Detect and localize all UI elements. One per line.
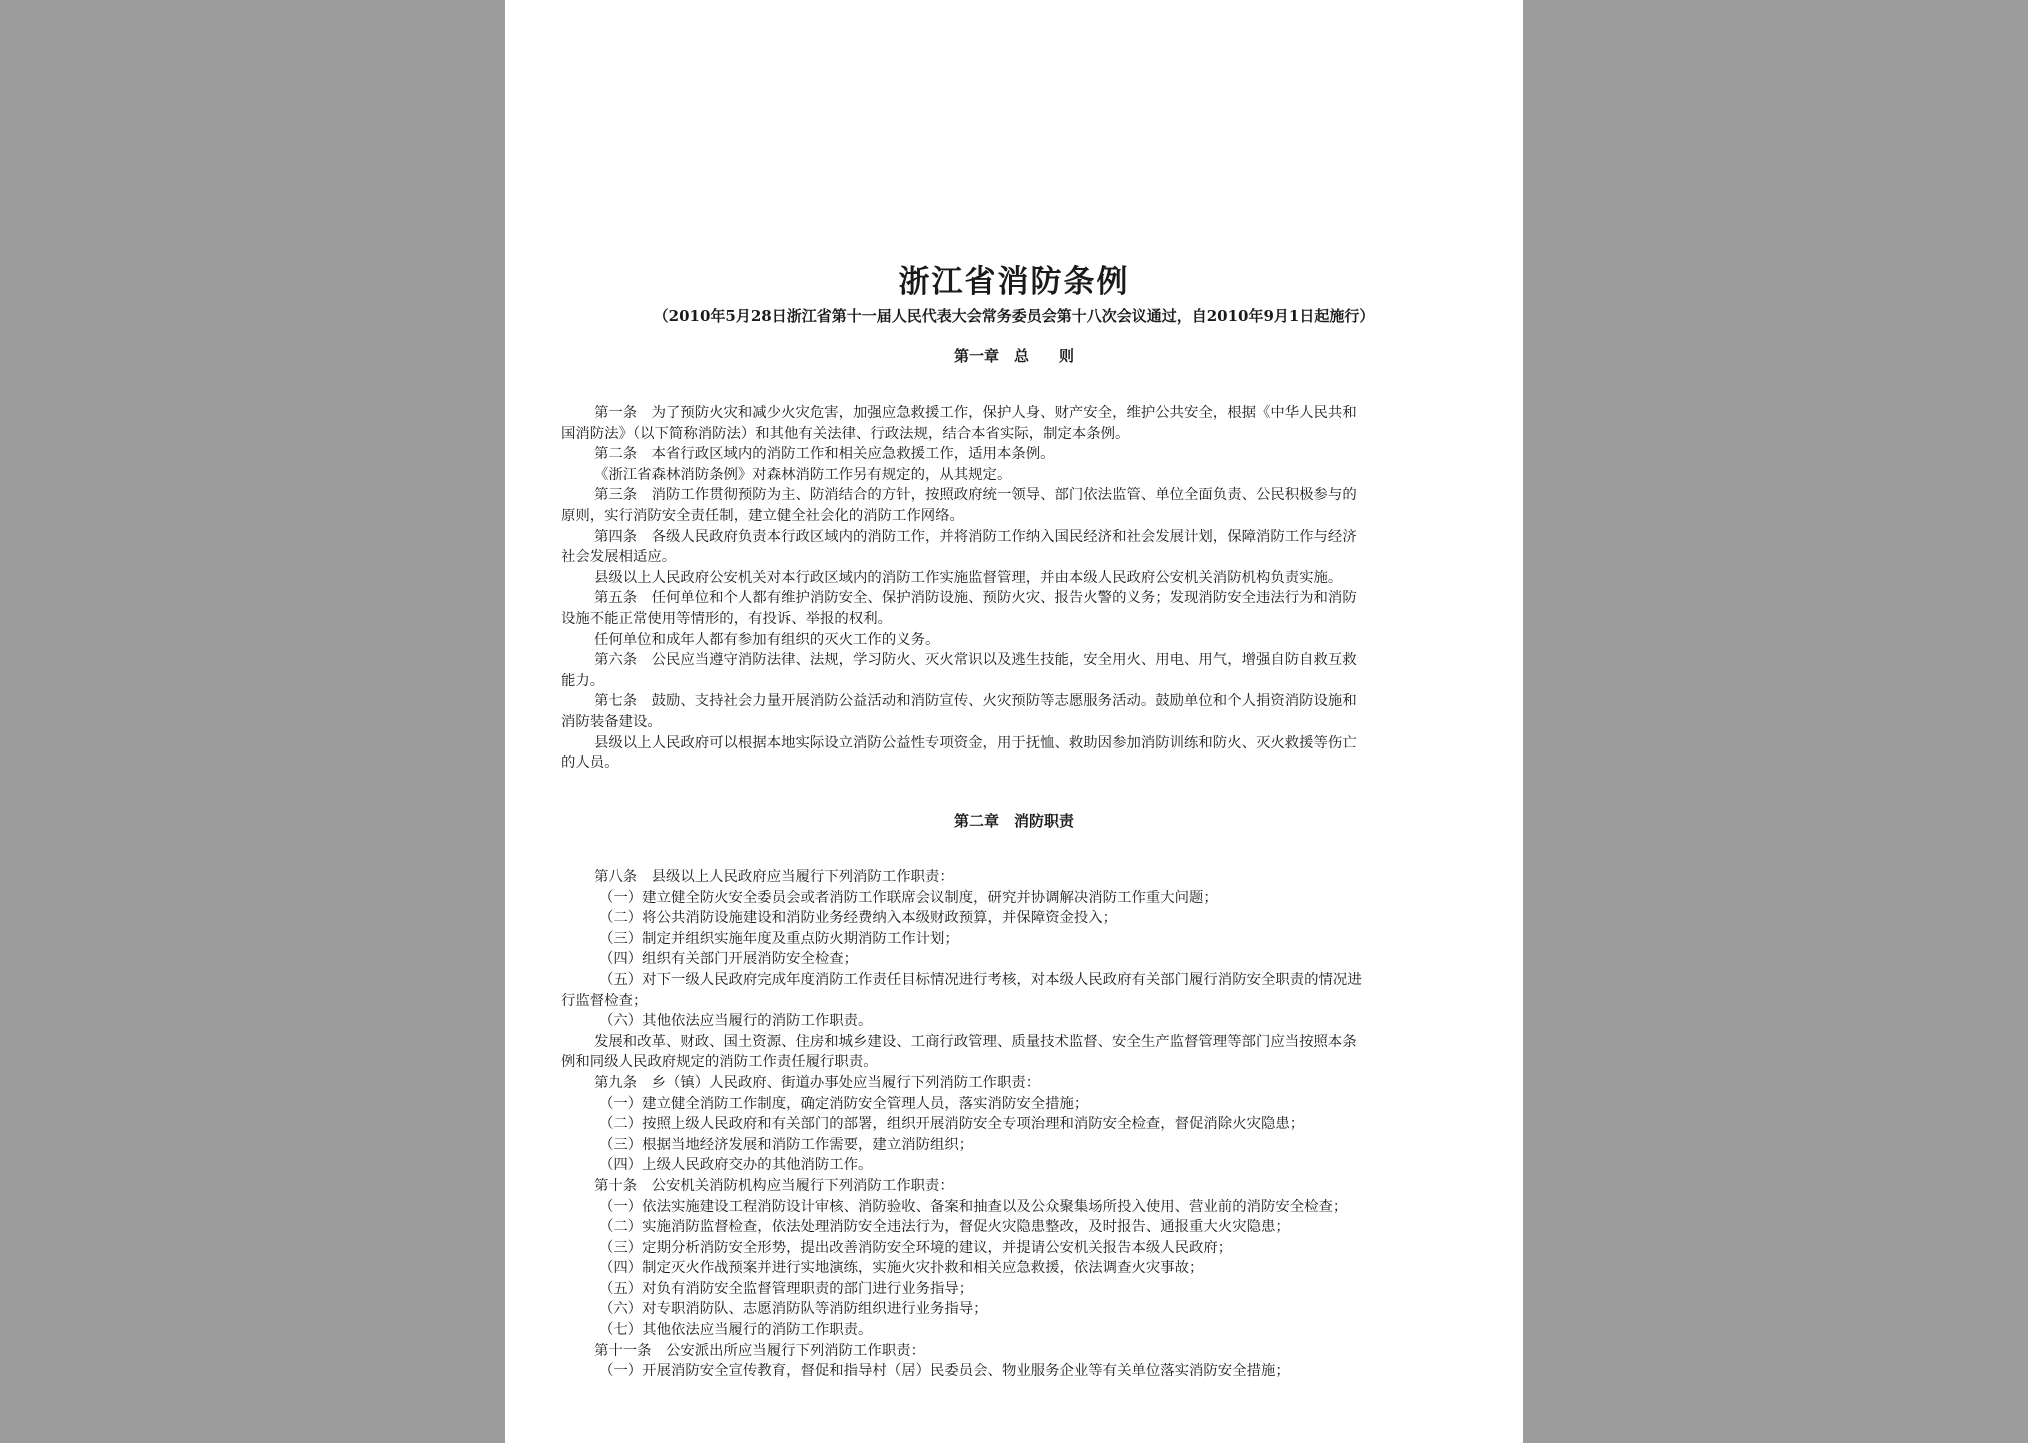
document-title: 浙江省消防条例 [898, 264, 1130, 300]
paragraph-line: 国消防法》（以下简称消防法）和其他有关法律、行政法规，结合本省实际，制定本条例。 [561, 425, 1130, 442]
paragraph-line: 《浙江省森林消防条例》对森林消防工作另有规定的，从其规定。 [594, 466, 1012, 483]
list-item: （六）对专职消防队、志愿消防队等消防组织进行业务指导； [599, 1301, 988, 1318]
paragraph-line: 第十一条 公安派出所应当履行下列消防工作职责： [594, 1342, 925, 1359]
list-item: （四）制定灭火作战预案并进行实地演练，实施火灾扑救和相关应急救援，依法调查火灾事故； [599, 1260, 1204, 1277]
paragraph-line: 第四条 各级人民政府负责本行政区域内的消防工作，并将消防工作纳入国民经济和社会发展计划，保障消防工作与经济 [594, 528, 1357, 545]
paragraph-line: 第三条 消防工作贯彻预防为主、防消结合的方针，按照政府统一领导、部门依法监管、单位全面负责、公民积极参与的 [594, 487, 1357, 504]
paragraph-line: 第十条 公安机关消防机构应当履行下列消防工作职责： [594, 1177, 954, 1194]
paragraph-line: 第七条 鼓励、支持社会力量开展消防公益活动和消防宣传、火灾预防等志愿服务活动。鼓励单位和个人捐资消防设施和 [594, 693, 1357, 710]
paragraph-line: 第九条 乡（镇）人民政府、街道办事处应当履行下列消防工作职责： [594, 1074, 1041, 1091]
list-item: （二）按照上级人民政府和有关部门的部署，组织开展消防安全专项治理和消防安全检查，督促消除火灾隐患； [599, 1116, 1305, 1133]
list-item: （三）根据当地经济发展和消防工作需要，建立消防组织； [599, 1136, 974, 1153]
paragraph-line: 县级以上人民政府可以根据本地实际设立消防公益性专项资金，用于抚恤、救助因参加消防训练和防火、灭火救援等伤亡 [594, 734, 1357, 751]
list-item: （三）制定并组织实施年度及重点防火期消防工作计划； [599, 930, 959, 947]
paragraph-line: 第一条 为了预防火灾和减少火灾危害，加强应急救援工作，保护人身、财产安全，维护公共安全，根据《中华人民共和 [594, 405, 1357, 421]
list-item: （六）其他依法应当履行的消防工作职责。 [599, 1013, 873, 1030]
paragraph-line: 县级以上人民政府公安机关对本行政区域内的消防工作实施监督管理，并由本级人民政府公安机关消防机构负责实施。 [594, 569, 1343, 586]
paragraph-line: 任何单位和成年人都有参加有组织的灭火工作的义务。 [594, 631, 940, 648]
paragraph-line: 第八条 县级以上人民政府应当履行下列消防工作职责： [594, 869, 954, 885]
paragraph-line: 原则，实行消防安全责任制，建立健全社会化的消防工作网络。 [561, 507, 964, 524]
list-item: （二）实施消防监督检查，依法处理消防安全违法行为，督促火灾隐患整改，及时报告、通报重大火灾隐患； [599, 1219, 1290, 1236]
paragraph-line: 例和同级人民政府规定的消防工作责任履行职责。 [561, 1054, 878, 1071]
paragraph-line: 社会发展相适应。 [561, 549, 677, 566]
list-item: （二）将公共消防设施建设和消防业务经费纳入本级财政预算，并保障资金投入； [599, 910, 1118, 927]
list-item: （一）建立健全防火安全委员会或者消防工作联席会议制度，研究并协调解决消防工作重大问题； [599, 889, 1218, 906]
paragraph-line: 消防装备建设。 [561, 713, 662, 730]
document-subtitle: （2010年5月28日浙江省第十一届人民代表大会常务委员会第十八次会议通过，自2010年9月1日起施行） [653, 307, 1375, 325]
paragraph-line: 设施不能正常使用等情形的，有投诉、举报的权利。 [561, 610, 892, 627]
paragraph-line: 能力。 [561, 672, 605, 689]
list-item: （四）组织有关部门开展消防安全检查； [599, 951, 859, 968]
chapter-1-body [561, 403, 1471, 774]
list-item: （七）其他依法应当履行的消防工作职责。 [599, 1322, 873, 1339]
list-item: （四）上级人民政府交办的其他消防工作。 [599, 1157, 873, 1174]
chapter-2-heading: 第二章 消防职责 [953, 812, 1074, 830]
list-item: （一）建立健全消防工作制度，确定消防安全管理人员，落实消防安全措施； [599, 1095, 1089, 1112]
chapter-1-heading: 第一章 总 则 [953, 347, 1074, 365]
list-item: （一）依法实施建设工程消防设计审核、消防验收、备案和抽查以及公众聚集场所投入使用、营业前的消防安全检查； [599, 1198, 1348, 1215]
list-item: （三）定期分析消防安全形势，提出改善消防安全环境的建议，并提请公安机关报告本级人民政府； [599, 1239, 1233, 1256]
paragraph-line: 第二条 本省行政区域内的消防工作和相关应急救援工作，适用本条例。 [594, 446, 1055, 463]
paragraph-line: 的人员。 [561, 755, 619, 772]
list-item: （五）对下一级人民政府完成年度消防工作责任目标情况进行考核，对本级人民政府有关部门履行消防安全职责的情况进 [599, 971, 1362, 988]
document-page [505, 0, 1523, 1443]
paragraph-line: 行监督检查； [561, 992, 648, 1009]
list-item: （五）对负有消防安全监督管理职责的部门进行业务指导； [599, 1280, 974, 1297]
paragraph-line: 发展和改革、财政、国土资源、住房和城乡建设、工商行政管理、质量技术监督、安全生产监督管理等部门应当按照本条 [594, 1033, 1357, 1050]
chapter-2-body [561, 867, 1471, 1382]
paragraph-line: 第五条 任何单位和个人都有维护消防安全、保护消防设施、预防火灾、报告火警的义务；发现消防安全违法行为和消防 [594, 590, 1357, 607]
list-item: （一）开展消防安全宣传教育，督促和指导村（居）民委员会、物业服务企业等有关单位落实消防安全措施； [599, 1363, 1290, 1380]
paragraph-line: 第六条 公民应当遵守消防法律、法规，学习防火、灭火常识以及逃生技能，安全用火、用电、用气，增强自防自救互救 [594, 652, 1357, 669]
